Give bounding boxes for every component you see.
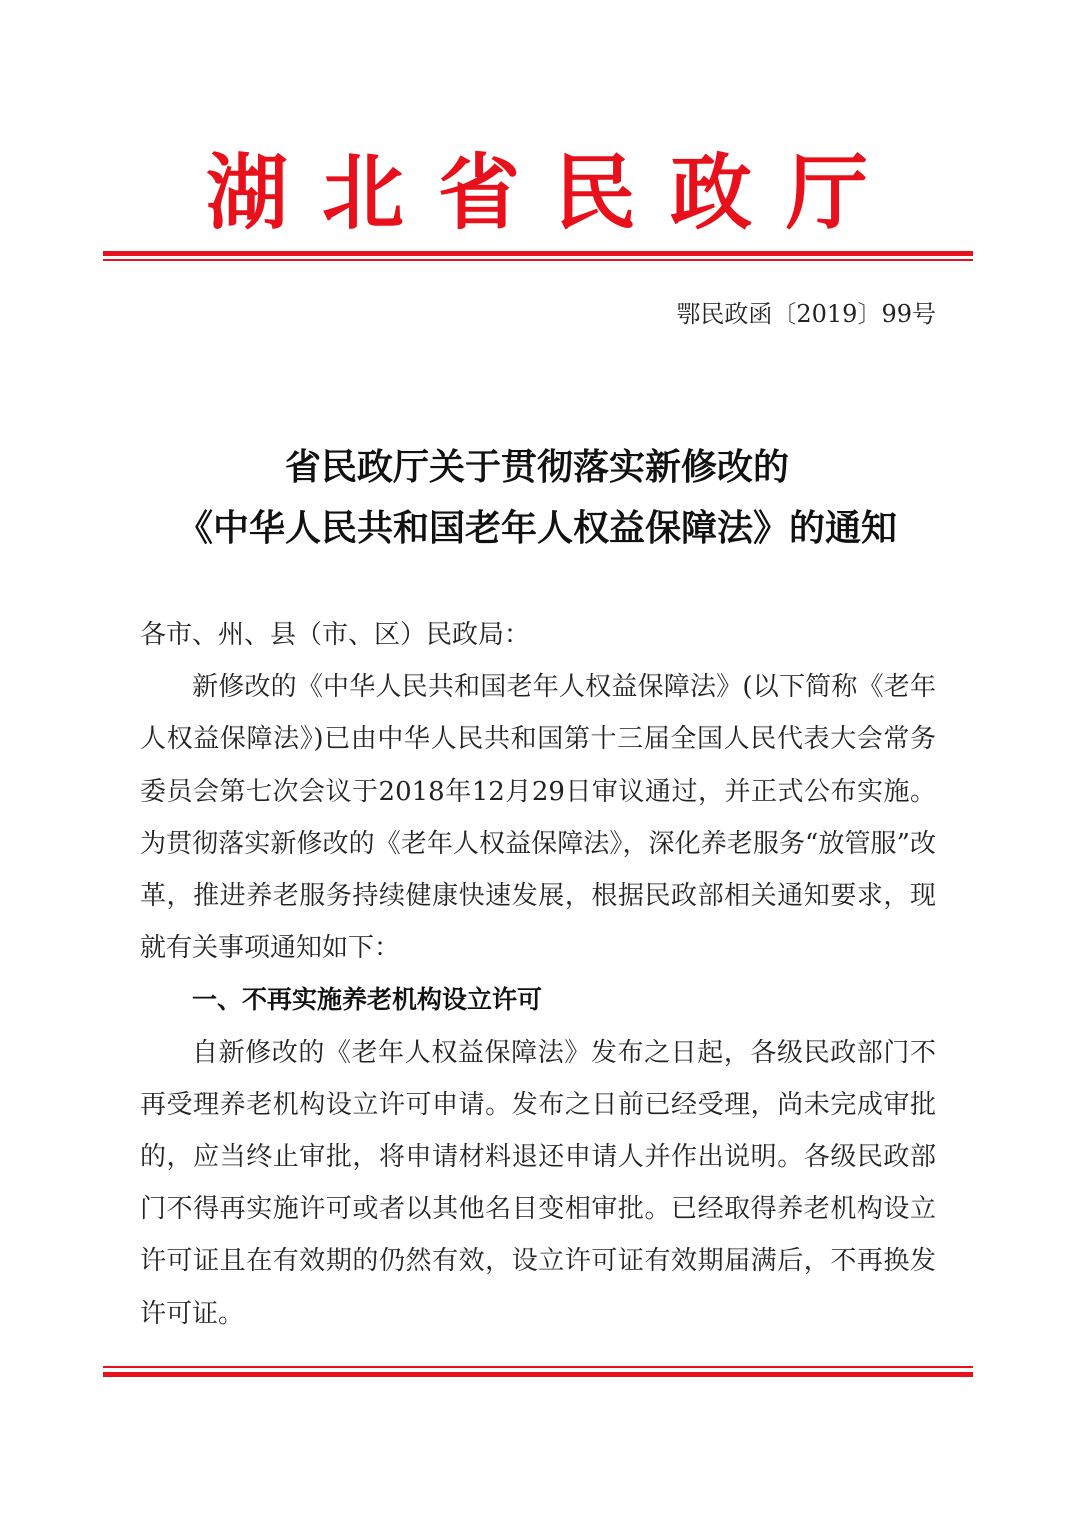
salutation: 各市、州、县（市、区）民政局：	[140, 620, 531, 650]
header-rule-thick	[103, 251, 973, 256]
body-paragraph-2: 自新修改的《老年人权益保障法》发布之日起，各级民政部门不再受理养老机构设立许可申请。发布之日前已经受理，尚未完成审批的，应当终止审批，将申请材料退还申请人并作出说明。各级民政部门不得再实施许可或者以其他名目变相审批。已经取得养老机构设立许可证且在有效期的仍然有效，设立许可证有效期届满后，不再换发许可证。	[140, 1037, 936, 1329]
document-number: 鄂民政函〔2019〕99号	[676, 300, 936, 328]
document-body	[140, 609, 936, 1340]
footer-rule-thick	[103, 1372, 973, 1377]
header-rule-thin	[103, 259, 973, 261]
body-paragraph-1: 新修改的《中华人民共和国老年人权益保障法》(以下简称《老年人权益保障法》)已由中华人民共和国第十三届全国人民代表大会常务委员会第七次会议于2018年12月29日审议通过，并正式公布实施。为贯彻落实新修改的《老年人权益保障法》，深化养老服务“放管服”改革，推进养老服务持续健康快速发展，根据民政部相关通知要求，现就有关事项通知如下：	[140, 672, 936, 964]
document-title-line-2: 《中华人民共和国老年人权益保障法》的通知	[176, 507, 897, 549]
document-title-line-1: 省民政厅关于贯彻落实新修改的	[284, 446, 789, 488]
footer-rule-thin	[103, 1366, 973, 1368]
section-heading-1: 一、不再实施养老机构设立许可	[192, 985, 543, 1015]
letterhead-org-name: 湖北省民政厅	[205, 145, 902, 241]
